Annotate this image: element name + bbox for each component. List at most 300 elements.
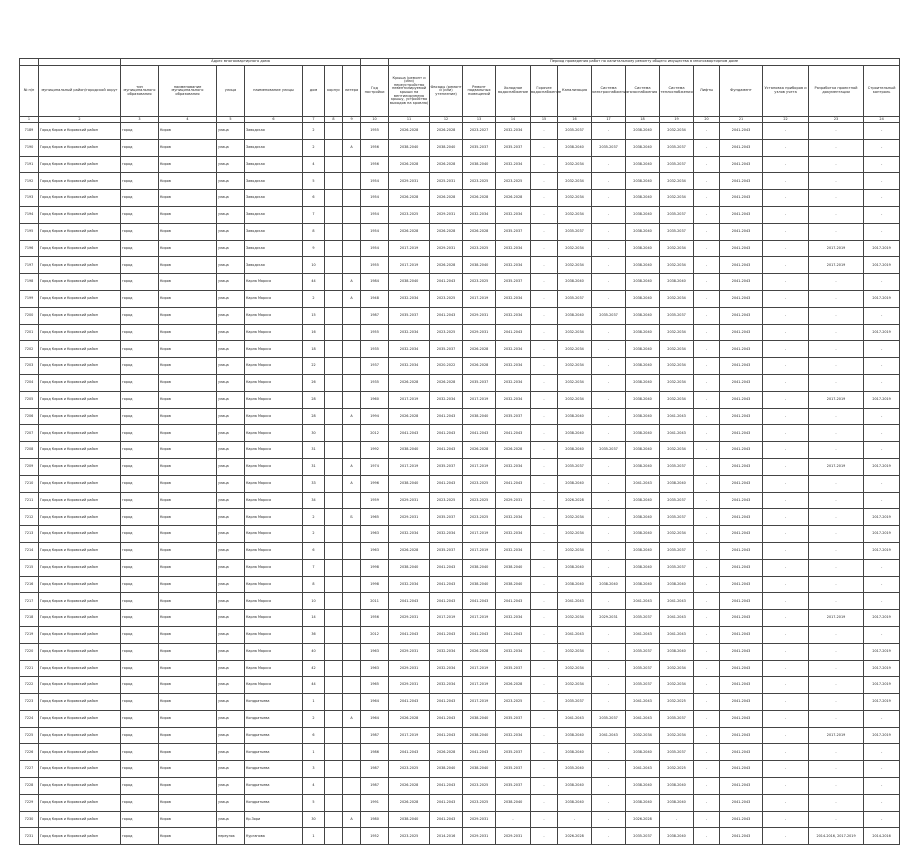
- table-cell: [325, 492, 343, 509]
- table-cell: 2032-2034: [496, 542, 531, 559]
- table-cell: -: [531, 123, 558, 140]
- table-cell: Киров: [159, 391, 217, 408]
- table-cell: Киров: [159, 458, 217, 475]
- column-header: Холодное водоснабжение: [496, 66, 531, 117]
- table-cell: 26: [303, 374, 325, 391]
- table-cell: Карла Маркса: [245, 391, 303, 408]
- table-cell: -: [694, 324, 720, 341]
- table-cell: -: [763, 811, 809, 828]
- table-cell: 2023-2025: [463, 240, 496, 257]
- table-cell: 2038-2040: [389, 811, 430, 828]
- table-cell: -: [592, 526, 626, 543]
- table-cell: 28: [303, 391, 325, 408]
- table-cell: -: [763, 677, 809, 694]
- table-cell: 2035-2037: [626, 828, 660, 845]
- table-cell: 2041-2043: [720, 358, 763, 375]
- table-cell: 2038-2040: [558, 794, 592, 811]
- table-cell: 2032-2034: [660, 374, 694, 391]
- table-cell: 7201: [20, 324, 39, 341]
- table-cell: -: [592, 425, 626, 442]
- table-cell: 18: [303, 341, 325, 358]
- table-cell: -: [694, 190, 720, 207]
- table-cell: -: [763, 173, 809, 190]
- table-cell: 2023-2025: [463, 509, 496, 526]
- table-cell: 2038-2040: [558, 475, 592, 492]
- table-cell: 2038-2040: [626, 156, 660, 173]
- table-cell: 2035-2037: [660, 744, 694, 761]
- table-cell: улица: [217, 694, 245, 711]
- table-row: [20, 458, 900, 475]
- table-cell: [325, 576, 343, 593]
- table-cell: Киров: [159, 526, 217, 543]
- table-cell: 2026-2028: [430, 744, 463, 761]
- table-cell: 2041-2043: [496, 475, 531, 492]
- table-cell: 5: [303, 794, 325, 811]
- table-cell: Карла Маркса: [245, 626, 303, 643]
- table-cell: улица: [217, 677, 245, 694]
- table-cell: Город Киров и Кировский район: [39, 626, 121, 643]
- table-cell: 2026-2028: [430, 257, 463, 274]
- table-cell: 2041-2043: [720, 374, 763, 391]
- table-cell: 2038-2040: [558, 442, 592, 459]
- table-cell: Карла Маркса: [245, 475, 303, 492]
- table-cell: -: [592, 358, 626, 375]
- table-cell: [343, 526, 361, 543]
- table-row: [20, 374, 900, 391]
- table-cell: 2017-2019: [864, 509, 900, 526]
- column-header: муниципальный район/городской округ: [39, 66, 121, 117]
- table-cell: -: [864, 811, 900, 828]
- table-cell: 2032-2034: [496, 391, 531, 408]
- table-cell: -: [531, 156, 558, 173]
- table-cell: улица: [217, 643, 245, 660]
- column-header: Система электроснабжения: [592, 66, 626, 117]
- table-cell: 2017-2019: [809, 240, 864, 257]
- table-cell: 1955: [361, 324, 389, 341]
- table-cell: улица: [217, 593, 245, 610]
- table-cell: Город Киров и Кировский район: [39, 240, 121, 257]
- column-number: 11: [389, 117, 430, 123]
- table-cell: 7210: [20, 475, 39, 492]
- table-cell: -: [864, 156, 900, 173]
- table-cell: 2038-2040: [558, 576, 592, 593]
- table-cell: -: [763, 576, 809, 593]
- table-cell: 2017-2019: [864, 391, 900, 408]
- table-cell: 7216: [20, 576, 39, 593]
- table-cell: 2038-2040: [463, 727, 496, 744]
- table-cell: 2041-2043: [430, 442, 463, 459]
- table-cell: 1954: [361, 206, 389, 223]
- column-number: 21: [720, 117, 763, 123]
- table-cell: -: [592, 778, 626, 795]
- table-cell: -: [809, 307, 864, 324]
- table-cell: -: [809, 593, 864, 610]
- table-cell: 2038-2040: [626, 290, 660, 307]
- table-cell: Киров: [159, 374, 217, 391]
- table-cell: 2017-2019: [463, 290, 496, 307]
- table-cell: Киров: [159, 240, 217, 257]
- table-cell: Город Киров и Кировский район: [39, 559, 121, 576]
- column-number: 17: [592, 117, 626, 123]
- table-cell: 7189: [20, 123, 39, 140]
- table-cell: 2035-2037: [592, 307, 626, 324]
- table-cell: 2035-2037: [463, 374, 496, 391]
- table-cell: 7205: [20, 391, 39, 408]
- table-cell: [343, 694, 361, 711]
- table-cell: 1987: [361, 307, 389, 324]
- table-cell: -: [864, 408, 900, 425]
- table-cell: 2032-2034: [660, 526, 694, 543]
- table-cell: Киров: [159, 139, 217, 156]
- table-cell: 2026-2028: [430, 156, 463, 173]
- table-cell: 2038-2040: [558, 744, 592, 761]
- table-cell: 2038-2040: [558, 139, 592, 156]
- table-cell: город: [121, 610, 159, 627]
- table-row: [20, 290, 900, 307]
- table-cell: 2035-2037: [463, 139, 496, 156]
- table-cell: -: [763, 710, 809, 727]
- table-cell: Город Киров и Кировский район: [39, 727, 121, 744]
- table-cell: -: [592, 156, 626, 173]
- table-cell: Город Киров и Кировский район: [39, 442, 121, 459]
- table-cell: Заводская: [245, 139, 303, 156]
- table-cell: [325, 190, 343, 207]
- table-cell: 2038-2040: [389, 475, 430, 492]
- table-cell: 2041-2043: [463, 593, 496, 610]
- table-cell: 7212: [20, 509, 39, 526]
- table-cell: город: [121, 794, 159, 811]
- table-cell: 2026-2028: [430, 223, 463, 240]
- table-cell: 7218: [20, 610, 39, 627]
- table-cell: [325, 139, 343, 156]
- column-header: Год постройки: [361, 66, 389, 117]
- table-cell: Город Киров и Кировский район: [39, 341, 121, 358]
- table-cell: -: [864, 274, 900, 291]
- table-cell: 44: [303, 274, 325, 291]
- table-cell: переулок: [217, 828, 245, 845]
- table-cell: -: [864, 761, 900, 778]
- table-cell: 7223: [20, 694, 39, 711]
- table-cell: -: [864, 710, 900, 727]
- table-cell: [343, 240, 361, 257]
- table-cell: 2017-2019: [864, 610, 900, 627]
- table-cell: Заводская: [245, 257, 303, 274]
- table-cell: [343, 610, 361, 627]
- table-cell: Киров: [159, 710, 217, 727]
- table-cell: Киров: [159, 727, 217, 744]
- table-cell: -: [531, 341, 558, 358]
- table-cell: 7229: [20, 794, 39, 811]
- table-cell: 7211: [20, 492, 39, 509]
- table-cell: [325, 643, 343, 660]
- table-cell: 2032-2034: [558, 257, 592, 274]
- table-cell: 16: [303, 324, 325, 341]
- table-cell: Город Киров и Кировский район: [39, 677, 121, 694]
- table-cell: Город Киров и Кировский район: [39, 811, 121, 828]
- table-cell: 2032-2025: [660, 694, 694, 711]
- table-cell: -: [592, 458, 626, 475]
- table-cell: -: [694, 341, 720, 358]
- table-cell: 2032-2034: [558, 324, 592, 341]
- table-cell: -: [864, 173, 900, 190]
- table-cell: -: [694, 123, 720, 140]
- table-cell: 7207: [20, 425, 39, 442]
- table-cell: 2017-2019: [389, 727, 430, 744]
- table-cell: [343, 307, 361, 324]
- table-cell: 2038-2040: [660, 576, 694, 593]
- table-cell: -: [763, 761, 809, 778]
- table-cell: 2041-2043: [720, 139, 763, 156]
- table-cell: 2032-2034: [558, 391, 592, 408]
- table-cell: 7231: [20, 828, 39, 845]
- table-cell: -: [531, 358, 558, 375]
- table-cell: Город Киров и Кировский район: [39, 576, 121, 593]
- table-cell: 2032-2034: [660, 660, 694, 677]
- table-cell: 2032-2034: [626, 727, 660, 744]
- table-cell: Город Киров и Кировский район: [39, 526, 121, 543]
- table-cell: 2035-2040: [558, 761, 592, 778]
- column-number: 13: [463, 117, 496, 123]
- table-cell: [343, 425, 361, 442]
- table-cell: -: [763, 492, 809, 509]
- table-cell: 2041-2043: [430, 626, 463, 643]
- column-number: 16: [558, 117, 592, 123]
- table-cell: -: [763, 123, 809, 140]
- table-cell: -: [531, 660, 558, 677]
- table-cell: 2038-2040: [626, 458, 660, 475]
- table-cell: -: [694, 257, 720, 274]
- table-cell: город: [121, 156, 159, 173]
- table-cell: 2: [303, 290, 325, 307]
- column-header: корпус: [325, 66, 343, 117]
- table-cell: [343, 559, 361, 576]
- table-cell: Киров: [159, 223, 217, 240]
- table-cell: Город Киров и Кировский район: [39, 274, 121, 291]
- table-cell: 2026-2028: [389, 778, 430, 795]
- table-cell: -: [864, 744, 900, 761]
- table-cell: 2038-2040: [626, 190, 660, 207]
- table-cell: 2023-2025: [463, 173, 496, 190]
- table-cell: -: [864, 139, 900, 156]
- table-cell: 2026-2028: [463, 223, 496, 240]
- table-cell: Киров: [159, 475, 217, 492]
- table-cell: Кондратьева: [245, 778, 303, 795]
- table-cell: 2041-2043: [660, 610, 694, 627]
- table-cell: 2041-2043: [720, 206, 763, 223]
- table-cell: -: [592, 542, 626, 559]
- table-cell: город: [121, 290, 159, 307]
- table-cell: Город Киров и Кировский район: [39, 307, 121, 324]
- table-cell: Карла Маркса: [245, 425, 303, 442]
- table-cell: Карла Маркса: [245, 274, 303, 291]
- table-cell: 2026-2028: [626, 811, 660, 828]
- table-cell: -: [592, 391, 626, 408]
- table-cell: 2029-2031: [463, 811, 496, 828]
- table-cell: 7202: [20, 341, 39, 358]
- table-cell: 7228: [20, 778, 39, 795]
- table-cell: 2041-2043: [430, 274, 463, 291]
- table-row: [20, 778, 900, 795]
- table-row: [20, 828, 900, 845]
- table-cell: 2035-2037: [496, 408, 531, 425]
- table-cell: -: [809, 626, 864, 643]
- table-cell: [343, 257, 361, 274]
- table-cell: Карла Маркса: [245, 408, 303, 425]
- table-cell: -: [531, 542, 558, 559]
- table-cell: 2029-2031: [430, 240, 463, 257]
- table-cell: 1956: [361, 139, 389, 156]
- table-cell: улица: [217, 442, 245, 459]
- table-cell: -: [694, 542, 720, 559]
- table-cell: [325, 677, 343, 694]
- table-cell: 2032-2034: [496, 509, 531, 526]
- table-cell: 2035-2037: [660, 156, 694, 173]
- table-cell: Заводская: [245, 156, 303, 173]
- table-cell: 2017-2019: [809, 391, 864, 408]
- table-cell: -: [809, 526, 864, 543]
- table-cell: [343, 643, 361, 660]
- table-cell: [325, 173, 343, 190]
- table-cell: [325, 257, 343, 274]
- table-cell: Киров: [159, 442, 217, 459]
- table-cell: -: [694, 442, 720, 459]
- table-cell: 2038-2040: [496, 794, 531, 811]
- table-cell: Карла Маркса: [245, 526, 303, 543]
- table-cell: 1991: [361, 794, 389, 811]
- table-cell: -: [592, 324, 626, 341]
- table-cell: 2035-2037: [558, 694, 592, 711]
- table-cell: 2041-2043: [720, 593, 763, 610]
- table-cell: -: [864, 307, 900, 324]
- table-cell: 2041-2043: [720, 173, 763, 190]
- table-cell: [325, 526, 343, 543]
- table-cell: 2023-2025: [463, 778, 496, 795]
- table-body: [20, 123, 900, 845]
- table-cell: 7204: [20, 374, 39, 391]
- table-cell: Киров: [159, 206, 217, 223]
- table-cell: -: [809, 274, 864, 291]
- table-cell: Киров: [159, 509, 217, 526]
- table-cell: 7: [303, 206, 325, 223]
- column-header: Канализация: [558, 66, 592, 117]
- table-row: [20, 442, 900, 459]
- table-cell: 2032-2034: [558, 206, 592, 223]
- table-cell: Город Киров и Кировский район: [39, 458, 121, 475]
- table-row: [20, 190, 900, 207]
- table-cell: город: [121, 123, 159, 140]
- table-cell: 2032-2034: [496, 341, 531, 358]
- table-cell: 2041-2043: [660, 408, 694, 425]
- table-cell: улица: [217, 811, 245, 828]
- table-cell: 2041-2043: [626, 694, 660, 711]
- table-cell: -: [694, 223, 720, 240]
- table-cell: 1956: [361, 610, 389, 627]
- table-cell: Карла Маркса: [245, 559, 303, 576]
- table-cell: 2026-2028: [389, 156, 430, 173]
- table-cell: Город Киров и Кировский район: [39, 475, 121, 492]
- table-cell: -: [558, 811, 592, 828]
- table-cell: 2038-2040: [626, 794, 660, 811]
- table-cell: Карла Маркса: [245, 307, 303, 324]
- table-cell: А: [343, 475, 361, 492]
- group-header-blank-left-2: [39, 59, 121, 66]
- table-cell: 2041-2043: [626, 761, 660, 778]
- table-cell: -: [763, 425, 809, 442]
- table-cell: улица: [217, 240, 245, 257]
- table-row: [20, 425, 900, 442]
- table-cell: -: [763, 374, 809, 391]
- table-cell: город: [121, 643, 159, 660]
- table-cell: 2038-2040: [558, 274, 592, 291]
- table-cell: -: [592, 744, 626, 761]
- table-cell: 4: [303, 778, 325, 795]
- table-cell: улица: [217, 610, 245, 627]
- column-header: Фасады (ремонт и (или) утепление): [430, 66, 463, 117]
- table-cell: улица: [217, 190, 245, 207]
- table-cell: 2038-2040: [626, 509, 660, 526]
- table-cell: -: [592, 190, 626, 207]
- table-cell: Карла Маркса: [245, 677, 303, 694]
- table-cell: -: [694, 811, 720, 828]
- table-cell: 2041-2043: [558, 593, 592, 610]
- table-cell: 2017-2019: [864, 290, 900, 307]
- table-cell: [325, 274, 343, 291]
- table-cell: 2041-2043: [496, 324, 531, 341]
- column-number: 19: [660, 117, 694, 123]
- table-cell: -: [694, 576, 720, 593]
- table-cell: [343, 492, 361, 509]
- table-row: [20, 123, 900, 140]
- table-cell: -: [531, 391, 558, 408]
- table-cell: Город Киров и Кировский район: [39, 694, 121, 711]
- table-cell: -: [809, 173, 864, 190]
- table-cell: -: [694, 391, 720, 408]
- table-cell: -: [531, 290, 558, 307]
- column-number: 1: [20, 117, 39, 123]
- table-cell: -: [809, 290, 864, 307]
- table-cell: 2029-2031: [389, 643, 430, 660]
- table-cell: 2035-2037: [626, 677, 660, 694]
- table-cell: -: [809, 139, 864, 156]
- table-cell: город: [121, 358, 159, 375]
- table-cell: 2026-2028: [430, 123, 463, 140]
- table-cell: 2041-2043: [720, 576, 763, 593]
- table-cell: 1964: [361, 694, 389, 711]
- table-row: [20, 811, 900, 828]
- table-cell: 1980: [361, 811, 389, 828]
- table-cell: 2: [303, 526, 325, 543]
- table-cell: -: [809, 123, 864, 140]
- table-cell: 2038-2040: [430, 139, 463, 156]
- table-cell: 7190: [20, 139, 39, 156]
- table-cell: 10: [303, 257, 325, 274]
- table-cell: город: [121, 660, 159, 677]
- table-cell: -: [864, 778, 900, 795]
- table-cell: -: [763, 156, 809, 173]
- table-row: [20, 794, 900, 811]
- table-cell: [343, 542, 361, 559]
- table-cell: Город Киров и Кировский район: [39, 660, 121, 677]
- table-cell: 2017-2019: [864, 660, 900, 677]
- table-cell: город: [121, 206, 159, 223]
- column-header: дом: [303, 66, 325, 117]
- table-cell: Карла Маркса: [245, 610, 303, 627]
- table-cell: Заводская: [245, 223, 303, 240]
- table-cell: 2041-2043: [720, 794, 763, 811]
- table-cell: -: [763, 341, 809, 358]
- table-cell: -: [763, 391, 809, 408]
- table-cell: -: [809, 425, 864, 442]
